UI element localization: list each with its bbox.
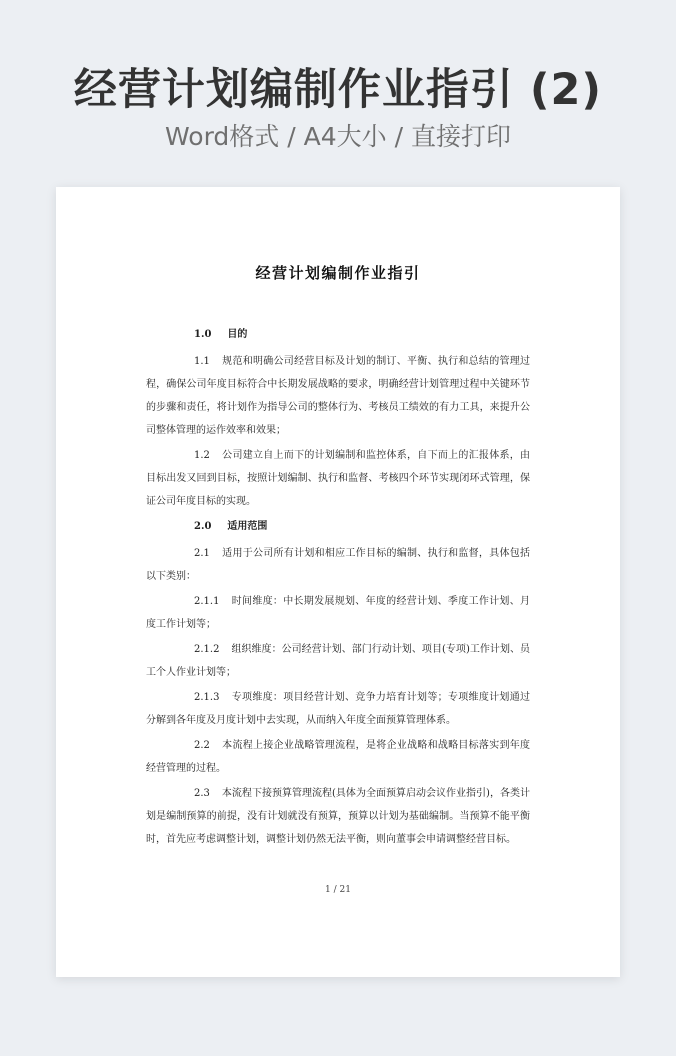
paragraph-number: 2.3	[194, 788, 210, 799]
paragraph-1-1	[146, 350, 530, 442]
banner-title: 经营计划编制作业指引 (2)	[73, 65, 603, 115]
paragraph-2-3	[146, 782, 530, 851]
paragraph-number: 1.2	[194, 450, 210, 461]
paragraph-text: 适用范围	[227, 521, 268, 532]
paragraph-2-0	[146, 515, 530, 538]
paragraph-text: 组织维度：公司经营计划、部门行动计划、项目(专项)工作计划、员工个人作业计划等；	[146, 644, 530, 678]
paragraph-number: 2.2	[194, 740, 210, 751]
paragraph-text: 目的	[227, 329, 248, 340]
paragraph-2-1-3	[146, 686, 530, 732]
paragraph-text: 公司建立自上而下的计划编制和监控体系，自下而上的汇报体系，由目标出发又回到目标，按照计划编制、执行和监督、考核四个环节实现闭环式管理，保证公司年度目标的实现。	[146, 450, 530, 507]
paragraph-2-1-2	[146, 638, 530, 684]
paragraph-text: 本流程下接预算管理流程(具体为全面预算启动会议作业指引)，各类计划是编制预算的前提，没有计划就没有预算，预算以计划为基础编制。当预算不能平衡时，首先应考虑调整计划，调整计划仍然无法平衡，则向董事会申请调整经营目标。	[146, 788, 530, 845]
banner-subtitle: Word格式 / A4大小 / 直接打印	[165, 122, 511, 151]
paragraph-number: 2.0	[194, 521, 212, 532]
paragraph-number: 2.1.3	[194, 692, 220, 703]
paragraph-2-1-1	[146, 590, 530, 636]
page-number: 1 / 21	[325, 885, 351, 895]
paragraph-text: 适用于公司所有计划和相应工作目标的编制、执行和监督，具体包括以下类别：	[146, 548, 530, 582]
paragraph-2-2	[146, 734, 530, 780]
paragraph-1-0	[146, 323, 530, 346]
document-page	[56, 187, 620, 977]
paragraph-text: 时间维度：中长期发展规划、年度的经营计划、季度工作计划、月度工作计划等；	[146, 596, 530, 630]
paragraph-number: 1.0	[194, 329, 212, 340]
document-title: 经营计划编制作业指引	[255, 264, 421, 282]
paragraph-text: 专项维度：项目经营计划、竞争力培育计划等；专项维度计划通过分解到各年度及月度计划中去实现，从而纳入年度全面预算管理体系。	[146, 692, 530, 726]
paragraph-2-1	[146, 542, 530, 588]
paragraph-1-2	[146, 444, 530, 513]
paragraph-number: 2.1	[194, 548, 210, 559]
document-body	[146, 323, 530, 853]
paragraph-number: 2.1.1	[194, 596, 220, 607]
paragraph-text: 本流程上接企业战略管理流程，是将企业战略和战略目标落实到年度经营管理的过程。	[146, 740, 530, 774]
paragraph-number: 2.1.2	[194, 644, 220, 655]
paragraph-text: 规范和明确公司经营目标及计划的制订、平衡、执行和总结的管理过程，确保公司年度目标符合中长期发展战略的要求，明确经营计划管理过程中关键环节的步骤和责任，将计划作为指导公司的整体行为、考核员工绩效的有力工具，来提升公司整体管理的运作效率和效果；	[146, 356, 530, 436]
paragraph-number: 1.1	[194, 356, 210, 367]
